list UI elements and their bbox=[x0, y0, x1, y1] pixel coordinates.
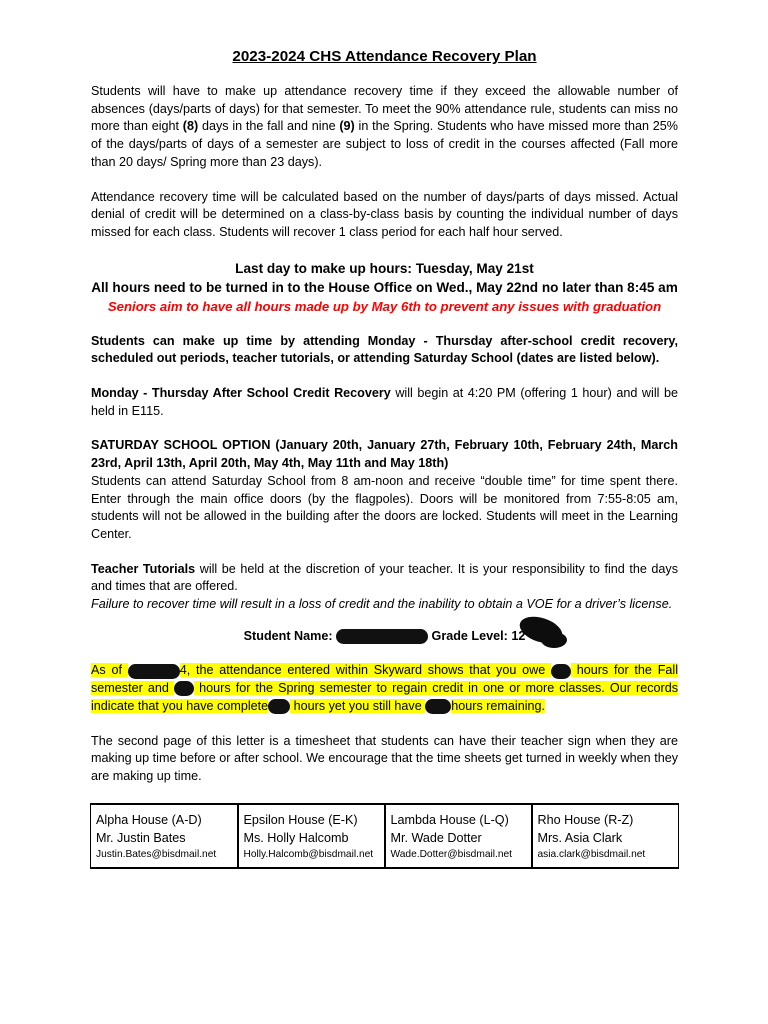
text: Students will have to make up attendance recovery time if they exceed the allowable number of absences (days/parts of days) for that semester. To meet the 90% attendance rule, students can miss no more than eight bbox=[91, 84, 678, 134]
text: will begin at 4:20 PM (offering 1 hour) and will be held in E115. bbox=[91, 386, 678, 418]
letter-page bbox=[91, 47, 678, 786]
house-principal: Mr. Wade Dotter bbox=[390, 831, 482, 845]
house-name: Lambda House (L-Q) bbox=[390, 813, 509, 827]
paragraph-tutorials bbox=[91, 561, 678, 596]
deadline-last-day: Last day to make up hours: Tuesday, May 21st bbox=[235, 260, 534, 276]
page-title: 2023-2024 CHS Attendance Recovery Plan bbox=[232, 48, 537, 65]
notice-text: hours yet you still have bbox=[290, 698, 426, 713]
redacted-remaining-hours bbox=[425, 699, 451, 714]
redacted-date bbox=[128, 664, 180, 679]
house-email-link[interactable]: Holly.Halcomb@bisdmail.net bbox=[243, 849, 374, 860]
redacted-student-name bbox=[336, 629, 428, 644]
grade-level: Grade Level: 12 bbox=[431, 628, 526, 643]
text: Monday - Thursday After School Credit Recovery bbox=[91, 386, 391, 401]
student-name-label: Student Name: bbox=[243, 628, 333, 643]
house-cell-rho bbox=[532, 804, 679, 868]
text: in the Spring. Students who have missed more than 25% of the days/parts of days of a semester are subject to loss of credit in the courses affected (Fall more than 20 days/ Spring more than 23 days). bbox=[91, 119, 678, 169]
saturday-body: Students can attend Saturday School from 8 am-noon and receive “double time” for time spent there. Enter through the main office doors (by the flagpoles). Doors will be monitored from 7:55-8:05 am, students will not be allowed in the building after the doors are locked. Students will meet in the Learning Center. bbox=[91, 473, 678, 541]
notice-text: hours for the Fall semester and bbox=[91, 663, 678, 696]
house-email-link[interactable]: Wade.Dotter@bisdmail.net bbox=[390, 849, 513, 860]
text: will be held at the discretion of your teacher. It is your responsibility to find the days and times that are offered. bbox=[91, 561, 678, 594]
text: (8) bbox=[182, 119, 199, 134]
deadline-turn-in: All hours need to be turned in to the House Office on Wed., May 22nd no later than 8:45 am bbox=[91, 279, 678, 295]
saturday-heading: SATURDAY SCHOOL OPTION (January 20th, January 27th, February 10th, February 24th, March 23rd, April 13th, April 20th, May 4th, May 11th and May 18th) bbox=[91, 438, 678, 471]
house-email-link[interactable]: Justin.Bates@bisdmail.net bbox=[96, 849, 217, 860]
house-cell-alpha bbox=[91, 804, 238, 868]
house-principal: Ms. Holly Halcomb bbox=[243, 831, 349, 845]
attendance-notice bbox=[91, 662, 678, 715]
house-name: Epsilon House (E-K) bbox=[243, 813, 358, 827]
redacted-fall-hours bbox=[551, 664, 571, 679]
redaction-mark bbox=[541, 632, 567, 648]
paragraph-options: Students can make up time by attending Monday - Thursday after-school credit recovery, scheduled out periods, teacher tutorials, or attending Saturday School (dates are listed below). bbox=[91, 333, 678, 366]
house-cell-lambda bbox=[385, 804, 532, 868]
paragraph-monday-thursday bbox=[91, 385, 678, 420]
house-cell-epsilon bbox=[238, 804, 385, 868]
notice-text: hours for the Spring semester to regain credit in one or more classes. Our records indicate that you have complete bbox=[91, 681, 678, 713]
seniors-notice: Seniors aim to have all hours made up by May 6th to prevent any issues with graduation bbox=[107, 298, 662, 314]
house-name: Alpha House (A-D) bbox=[96, 813, 202, 827]
house-name: Rho House (R-Z) bbox=[537, 813, 634, 827]
notice-text: hours remaining. bbox=[451, 698, 546, 713]
text: (9) bbox=[339, 119, 355, 134]
paragraph-absence-rules bbox=[91, 83, 678, 172]
credit-warning: Failure to recover time will result in a loss of credit and the inability to obtain a VOE for a driver’s license. bbox=[91, 597, 673, 612]
house-principal: Mrs. Asia Clark bbox=[537, 831, 623, 845]
paragraph-timesheet: The second page of this letter is a timesheet that students can have their teacher sign when they are making up time before or after school. We encourage that the time sheets get turned in weekly when they are making up time. bbox=[91, 733, 678, 783]
house-email-link[interactable]: asia.clark@bisdmail.net bbox=[537, 849, 646, 860]
notice-text: 4, the attendance entered within Skyward shows that you owe bbox=[179, 663, 551, 678]
text: days in the fall and nine bbox=[198, 119, 340, 134]
redacted-spring-hours bbox=[174, 681, 194, 696]
notice-text: As of bbox=[91, 663, 128, 678]
house-contacts-table bbox=[90, 803, 679, 869]
text: Teacher Tutorials bbox=[91, 561, 196, 576]
paragraph-recovery-calc: Attendance recovery time will be calculated based on the number of days/parts of days missed. Actual denial of credit will be determined on a class-by-class basis by counting the individual number of days missed for each class. Students will recover 1 class period for each half hour served. bbox=[91, 189, 678, 239]
student-info-line bbox=[91, 628, 678, 646]
table-row bbox=[91, 804, 679, 868]
house-principal: Mr. Justin Bates bbox=[96, 831, 186, 845]
redacted-completed-hours bbox=[268, 699, 290, 714]
